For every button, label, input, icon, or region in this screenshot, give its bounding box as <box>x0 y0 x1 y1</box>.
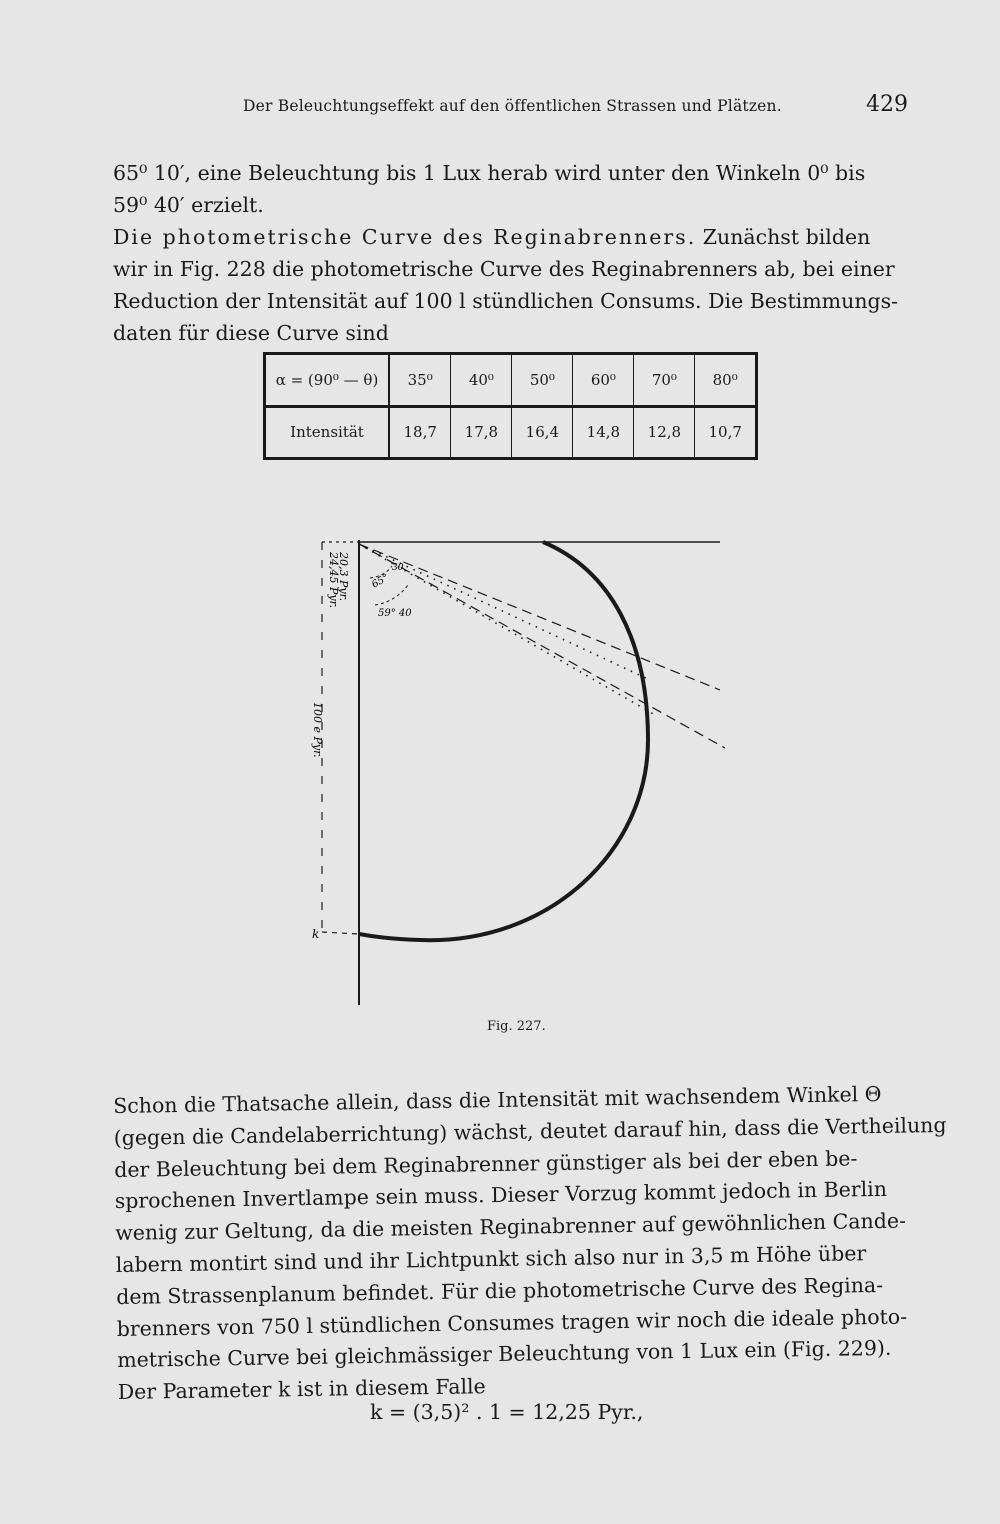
photometric-curve <box>359 542 648 940</box>
section-paragraph <box>113 221 913 349</box>
table-cell: 17,8 <box>451 406 512 457</box>
text-segment: Zunächst bilden <box>702 225 871 249</box>
table-cell: 14,8 <box>573 406 634 457</box>
text-line: labern montirt sind und ihr Lichtpunkt sich also nur in 3,5 m Höhe über <box>115 1241 867 1277</box>
table-cell: 70⁰ <box>634 355 695 406</box>
text-line: brenners von 750 l stündlichen Consumes tragen wir noch die ideale photo- <box>116 1304 908 1341</box>
photometric-curve-figure <box>300 530 740 1010</box>
angle-label: 59° 40 <box>378 608 412 619</box>
ray-line <box>359 544 725 748</box>
figure-caption: Fig. 227. <box>487 1019 546 1034</box>
intro-paragraph <box>113 157 913 221</box>
dimension-label: 100 e Pyr. <box>311 702 324 758</box>
angle-label: 30 <box>392 563 404 573</box>
table-row <box>266 355 755 406</box>
table-row-label: Intensität <box>266 406 389 457</box>
text-line: 59⁰ 40′ erzielt. <box>113 193 264 217</box>
table-row <box>266 406 755 457</box>
text-line <box>113 221 913 253</box>
data-table <box>263 352 758 460</box>
angle-label: 65° <box>370 572 391 591</box>
text-line: (gegen die Candelaberrichtung) wächst, deutet darauf hin, dass die Vertheilung <box>113 1112 947 1150</box>
table-cell: 10,7 <box>695 406 755 457</box>
table-cell: 50⁰ <box>512 355 573 406</box>
section-heading: Die photometrische Curve des Reginabrenners. <box>113 225 697 249</box>
text-line: dem Strassenplanum befindet. Für die photometrische Curve des Regina- <box>116 1272 884 1309</box>
text-line: Reduction der Intensität auf 100 l stündlichen Consums. Die Bestimmungs- <box>113 289 899 313</box>
running-head: Der Beleuchtungseffekt auf den öffentlichen Strassen und Plätzen. <box>243 97 782 115</box>
table-cell: 60⁰ <box>573 355 634 406</box>
table-row-label: α = (90⁰ — θ) <box>266 355 389 406</box>
table-cell: 16,4 <box>512 406 573 457</box>
page-number: 429 <box>866 92 908 117</box>
table-cell: 35⁰ <box>389 355 451 406</box>
dimension-label: 24,45 Pyr. <box>327 552 340 609</box>
text-line: wenig zur Geltung, da die meisten Reginabrenner auf gewöhnlichen Cande- <box>115 1208 907 1246</box>
text-line: daten für diese Curve sind <box>113 321 389 345</box>
dimension-tick <box>322 932 359 934</box>
table-cell: 12,8 <box>634 406 695 457</box>
text-line: sprochenen Invertlampe sein muss. Dieser Vorzug kommt jedoch in Berlin <box>114 1177 888 1214</box>
formula: k = (3,5)² . 1 = 12,25 Pyr., <box>370 1400 644 1424</box>
table-cell: 80⁰ <box>695 355 755 406</box>
ray-line <box>359 544 720 690</box>
text-line: der Beleuchtung bei dem Reginabrenner günstiger als bei der eben be- <box>114 1145 858 1182</box>
table-cell: 18,7 <box>389 406 451 457</box>
point-label: k <box>312 927 320 941</box>
text-line: Schon die Thatsache allein, dass die Intensität mit wachsendem Winkel Θ <box>113 1081 882 1118</box>
dimension-label: 20,3 Pyr. <box>337 552 350 602</box>
text-line: Der Parameter k ist in diesem Falle <box>117 1374 486 1405</box>
table-cell: 40⁰ <box>451 355 512 406</box>
text-line: 65⁰ 10′, eine Beleuchtung bis 1 Lux herab wird unter den Winkeln 0⁰ bis <box>113 161 866 185</box>
text-line: metrische Curve bei gleichmässiger Beleuchtung von 1 Lux ein (Fig. 229). <box>117 1336 892 1373</box>
body-paragraph <box>113 1078 947 1408</box>
text-line: wir in Fig. 228 die photometrische Curve des Reginabrenners ab, bei einer <box>113 257 895 281</box>
